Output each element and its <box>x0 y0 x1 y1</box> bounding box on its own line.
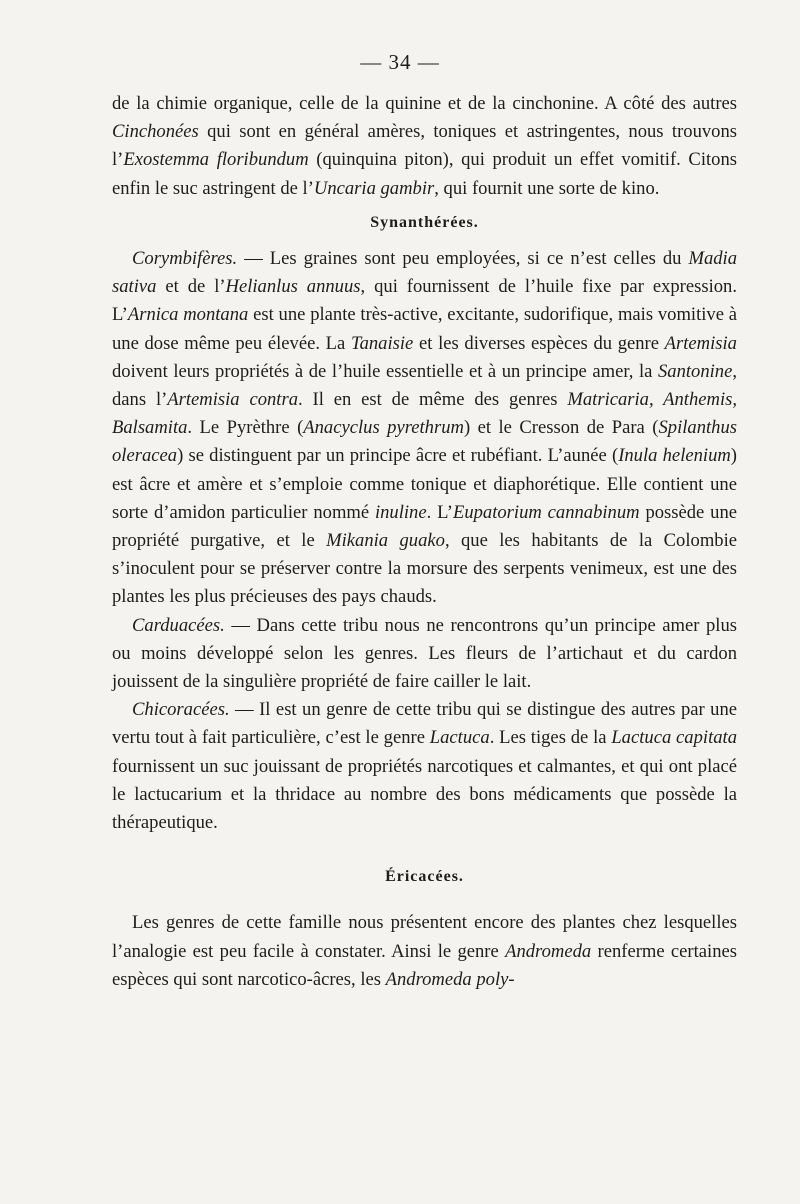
text-run: , qui fournit une sorte de kino. <box>434 177 660 199</box>
text-run: , qui fournissent de l’huile fixe par expression. L’ <box>112 276 737 326</box>
page-number: — 34 — <box>360 50 440 74</box>
text-run: et de l’ <box>156 276 226 298</box>
italic-term: Artemisia <box>664 332 737 354</box>
section-heading-synantherees: Synanthérées. <box>370 213 479 231</box>
text-run: . Il en est de même des genres <box>298 389 568 411</box>
text-run: . L’ <box>426 501 453 523</box>
text-run: — Dans cette tribu nous ne rencontrons qu’un principe amer plus ou moins développé selon les genres. Les fleurs de l’artichaut et du cardon jouissent de la singulière propriété de faire cailler le lait. <box>112 614 737 693</box>
text-run: . Les tiges de la <box>489 727 612 749</box>
italic-term: Andromeda poly- <box>385 968 515 990</box>
italic-term: Santonine <box>657 360 733 382</box>
text-run: , dans l’ <box>112 360 737 411</box>
paragraph-carduacees <box>112 612 737 697</box>
text-run: ) et le Cresson de Para ( <box>463 417 659 439</box>
paragraph-cinchonine <box>112 90 737 203</box>
italic-term: Anacyclus pyrethrum <box>303 417 464 439</box>
italic-term: Mikania guako <box>326 530 445 552</box>
italic-term: Cinchonées <box>112 121 199 143</box>
italic-term: Inula helenium <box>618 445 731 467</box>
text-run: et les diverses espèces du genre <box>413 332 665 354</box>
text-run: doivent leurs propriétés à de l’huile essentielle et à un principe amer, la <box>112 360 658 382</box>
text-run: est une plante très-active, excitante, sudorifique, mais vomitive à une dose même peu élevée. La <box>112 304 737 354</box>
italic-term: Carduacées. <box>132 614 225 636</box>
text-run: renferme certaines espèces qui sont narcotico-âcres, les <box>112 940 737 990</box>
italic-term: Lactuca <box>429 727 490 749</box>
italic-term: Madia sativa <box>112 248 737 298</box>
page-body <box>112 90 737 994</box>
text-run: possède une propriété purgative, et le <box>112 501 738 552</box>
italic-term: inuline <box>374 501 427 523</box>
paragraph-corymbiferes <box>112 245 737 612</box>
italic-term: Andromeda <box>505 940 592 962</box>
paragraph-chicoracees <box>112 696 737 837</box>
text-run: qui sont en général amères, toniques et astringentes, nous trouvons l’ <box>112 121 737 171</box>
text-run: de la chimie organique, celle de la quinine et de la cinchonine. A côté des autres <box>112 93 737 114</box>
italic-term: Chicoracées. <box>132 699 230 721</box>
italic-term: Exostemma floribundum <box>123 149 309 171</box>
text-run: — Les graines sont peu employées, si ce n’est celles du <box>237 248 689 270</box>
text-run: , que les habitants de la Colombie s’inoculent pour se préserver contre la morsure des serpents venimeux, est une des plantes les plus précieuses des pays chauds. <box>112 530 737 608</box>
italic-term: Matricaria, Anthemis, Balsamita <box>112 389 737 439</box>
italic-term: Helianlus annuus <box>225 276 361 298</box>
text-run: (quinquina piton), qui produit un effet vomitif. Citons enfin le suc astringent de l’ <box>112 149 737 199</box>
paragraph-ericacees <box>112 909 737 994</box>
text-run: ) est âcre et amère et s’emploie comme tonique et diaphorétique. Elle contient une sorte d’amidon particulier nommé <box>112 445 737 523</box>
italic-term: Spilanthus oleracea <box>112 417 737 467</box>
text-run: . Le Pyrèthre ( <box>187 417 304 439</box>
italic-term: Arnica montana <box>127 304 249 326</box>
text-run: — Il est un genre de cette tribu qui se distingue des autres par une vertu tout à fait particulière, c’est le genre <box>112 699 737 749</box>
section-heading-ericacees: Éricacées. <box>385 868 464 886</box>
italic-term: Lactuca capitata <box>611 727 737 749</box>
text-run: Les genres de cette famille nous présentent encore des plantes chez lesquelles l’analogie est peu facile à constater. Ainsi le genre <box>112 912 737 962</box>
text-run: ) se distinguent par un principe âcre et rubéfiant. L’aunée ( <box>177 445 619 467</box>
italic-term: Eupatorium cannabinum <box>452 501 640 523</box>
italic-term: Uncaria gambir <box>313 177 435 199</box>
italic-term: Artemisia contra <box>167 389 299 411</box>
italic-term: Tanaisie <box>350 332 414 354</box>
text-run: fournissent un suc jouissant de propriétés narcotiques et calmantes, et qui ont placé le lactucarium et la thridace au nombre des bons médicaments que possède la thérapeutique. <box>112 755 737 834</box>
italic-term: Corymbifères. <box>132 248 238 270</box>
